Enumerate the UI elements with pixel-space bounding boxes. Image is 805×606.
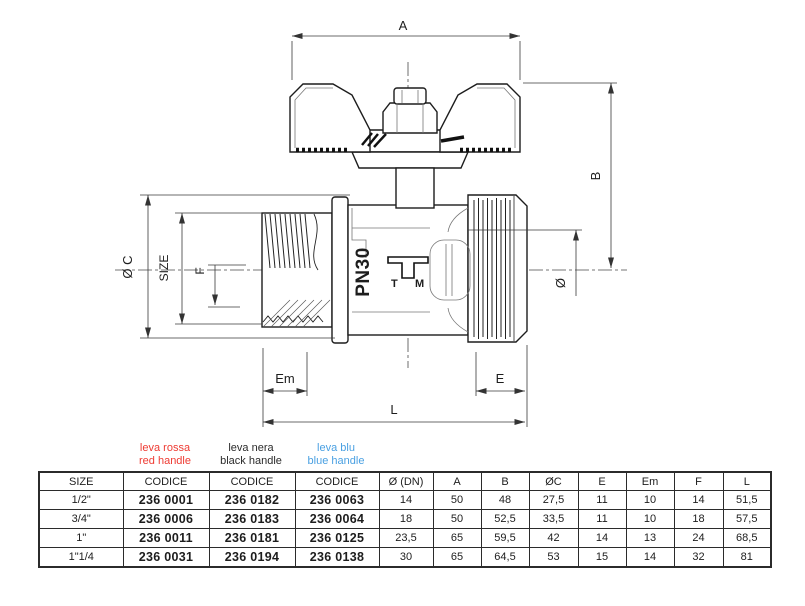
col-header-10: F xyxy=(674,472,723,491)
dim-value-cell: 30 xyxy=(379,548,433,568)
female-nut-end xyxy=(468,195,527,342)
col-header-8: E xyxy=(578,472,626,491)
codice-cell: 236 0125 xyxy=(295,529,379,548)
col-header-6: B xyxy=(481,472,529,491)
spec-table-block xyxy=(38,442,770,568)
handle-color-legend xyxy=(38,442,770,471)
table-row xyxy=(39,491,771,510)
dim-value-cell: 48 xyxy=(481,491,529,510)
codice-cell: 236 0031 xyxy=(123,548,209,568)
dim-value-cell: 81 xyxy=(723,548,771,568)
dim-value-cell: 14 xyxy=(674,491,723,510)
codice-cell: 236 0011 xyxy=(123,529,209,548)
codice-cell: 236 0064 xyxy=(295,510,379,529)
dim-value-cell: 59,5 xyxy=(481,529,529,548)
dim-value-cell: 23,5 xyxy=(379,529,433,548)
dim-value-cell: 68,5 xyxy=(723,529,771,548)
dim-label-SIZE: SIZE xyxy=(157,254,171,282)
legend-item-red-handle xyxy=(122,442,208,468)
legend-english-label: blue handle xyxy=(307,455,365,467)
dim-label-F: F xyxy=(193,267,207,275)
dim-label-Em: Em xyxy=(275,371,295,386)
pn-rating-text: PN30 xyxy=(353,247,374,297)
dim-value-cell: 11 xyxy=(578,510,626,529)
legend-italian-label: leva rossa xyxy=(139,442,191,454)
dim-value-cell: 18 xyxy=(379,510,433,529)
dim-label-diaC: Ø C xyxy=(120,255,135,279)
col-header-3: CODICE xyxy=(295,472,379,491)
col-header-5: A xyxy=(433,472,481,491)
dim-value-cell: 14 xyxy=(578,529,626,548)
col-header-2: CODICE xyxy=(209,472,295,491)
table-row xyxy=(39,529,771,548)
dim-value-cell: 10 xyxy=(626,491,674,510)
legend-english-label: black handle xyxy=(220,455,282,467)
dim-label-B: B xyxy=(588,171,603,181)
dim-value-cell: 18 xyxy=(674,510,723,529)
dim-value-cell: 32 xyxy=(674,548,723,568)
col-header-7: ØC xyxy=(529,472,578,491)
dim-value-cell: 51,5 xyxy=(723,491,771,510)
dim-value-cell: 10 xyxy=(626,510,674,529)
dim-label-dia2: Ø xyxy=(553,277,568,289)
dim-label-E: E xyxy=(495,371,505,386)
valve-stem xyxy=(396,168,434,208)
col-header-11: L xyxy=(723,472,771,491)
handle-hex-nut xyxy=(383,103,437,133)
dim-value-cell: 42 xyxy=(529,529,578,548)
dim-value-cell: 15 xyxy=(578,548,626,568)
legend-english-label: red handle xyxy=(139,455,191,467)
codice-cell: 236 0183 xyxy=(209,510,295,529)
tm-logo-m: M xyxy=(415,278,425,290)
dim-value-cell: 52,5 xyxy=(481,510,529,529)
dimension-table xyxy=(38,471,772,568)
dim-value-cell: 50 xyxy=(433,491,481,510)
handle-left-wing xyxy=(290,84,370,152)
col-header-0: SIZE xyxy=(39,472,123,491)
body-collar xyxy=(332,197,348,343)
dim-value-cell: 14 xyxy=(626,548,674,568)
dim-value-cell: 53 xyxy=(529,548,578,568)
codice-cell: 236 0001 xyxy=(123,491,209,510)
dim-value-cell: 24 xyxy=(674,529,723,548)
dim-label-A: A xyxy=(398,18,408,33)
col-header-4: Ø (DN) xyxy=(379,472,433,491)
col-header-1: CODICE xyxy=(123,472,209,491)
size-cell: 1/2" xyxy=(39,491,123,510)
handle-right-wing xyxy=(440,84,520,152)
legend-italian-label: leva nera xyxy=(228,442,274,454)
codice-cell: 236 0006 xyxy=(123,510,209,529)
dim-label-L: L xyxy=(390,402,398,417)
col-header-9: Em xyxy=(626,472,674,491)
dim-value-cell: 14 xyxy=(379,491,433,510)
hub-base xyxy=(352,152,468,168)
legend-item-black-handle xyxy=(208,442,294,468)
size-cell: 3/4" xyxy=(39,510,123,529)
legend-italian-label: leva blu xyxy=(317,442,355,454)
dim-value-cell: 27,5 xyxy=(529,491,578,510)
codice-cell: 236 0182 xyxy=(209,491,295,510)
dim-value-cell: 65 xyxy=(433,548,481,568)
dim-value-cell: 50 xyxy=(433,510,481,529)
table-row xyxy=(39,510,771,529)
male-thread-end xyxy=(262,213,332,327)
codice-cell: 236 0181 xyxy=(209,529,295,548)
dim-value-cell: 33,5 xyxy=(529,510,578,529)
tm-logo-t: T xyxy=(391,278,398,290)
dim-value-cell: 57,5 xyxy=(723,510,771,529)
dim-value-cell: 11 xyxy=(578,491,626,510)
dim-value-cell: 65 xyxy=(433,529,481,548)
size-cell: 1" xyxy=(39,529,123,548)
codice-cell: 236 0194 xyxy=(209,548,295,568)
dim-value-cell: 13 xyxy=(626,529,674,548)
dim-value-cell: 64,5 xyxy=(481,548,529,568)
codice-cell: 236 0138 xyxy=(295,548,379,568)
table-header-row xyxy=(39,472,771,491)
legend-item-blue-handle xyxy=(294,442,378,468)
size-cell: 1"1/4 xyxy=(39,548,123,568)
table-row xyxy=(39,548,771,568)
codice-cell: 236 0063 xyxy=(295,491,379,510)
nut-top-cap xyxy=(394,88,426,104)
